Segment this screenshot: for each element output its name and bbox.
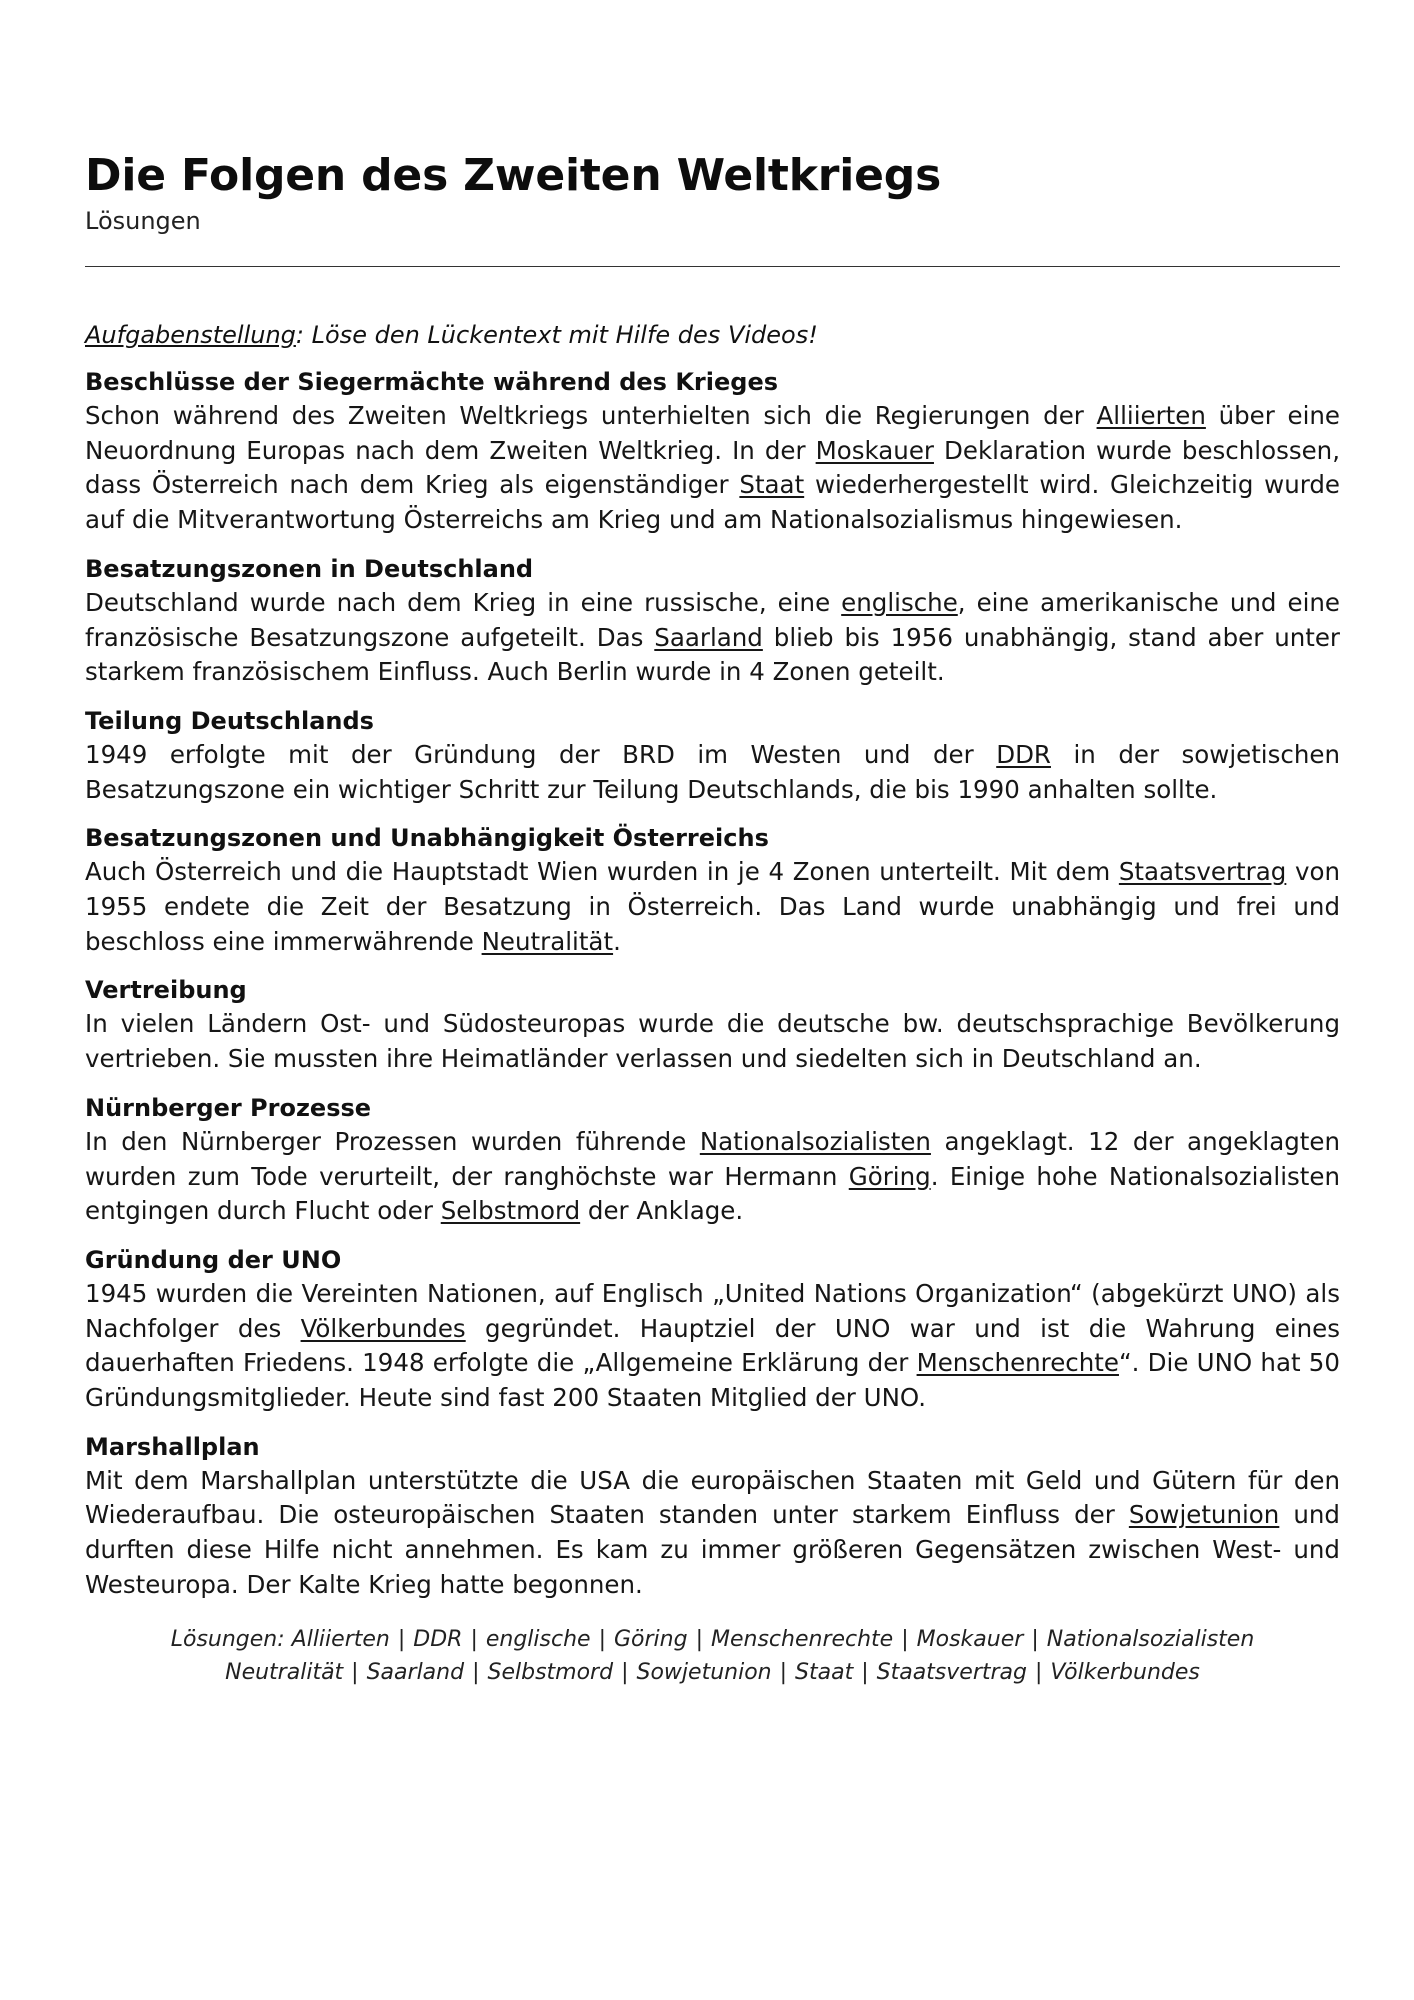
solutions-separator: | — [1034, 1659, 1043, 1685]
text-run: blieb bis 1956 unabhängig, stand aber unter starkem französischem Einfluss. Auch Berlin wurde in 4 Zonen geteilt. — [85, 622, 1341, 687]
solutions-separator: | — [351, 1659, 359, 1685]
solutions-separator: | — [861, 1659, 869, 1685]
text-run: Mit dem Marshallplan unterstützte die USA die europäischen Staaten mit Geld und Gütern für den Wiederaufbau. Die osteuropäischen Staaten standen unter starkem Einfluss der — [85, 1465, 1340, 1530]
solution-word: Göring — [614, 1626, 688, 1652]
solution-word: Saarland — [366, 1659, 465, 1685]
text-run: Schon während des Zweiten Weltkriegs unterhielten sich die Regierungen der — [85, 401, 1097, 430]
filled-gap: Nationalsozialisten — [699, 1126, 931, 1156]
solution-word: Neutralität — [225, 1659, 344, 1685]
solution-word: Sowjetunion — [636, 1659, 772, 1685]
text-run: , eine amerikanische und eine französische Besatzungszone aufgeteilt. Das — [85, 587, 1340, 652]
section-text — [85, 1277, 1340, 1416]
worksheet-page — [85, 148, 1340, 1689]
task-label: Aufgabenstellung — [85, 321, 296, 349]
filled-gap: Menschenrechte — [916, 1348, 1119, 1378]
text-run: von 1955 endete die Zeit der Besatzung in Österreich. Das Land wurde unabhängig und frei und beschloss eine immerwährende — [85, 857, 1340, 956]
text-run: in der sowjetischen Besatzungszone ein wichtiger Schritt zur Teilung Deutschlands, die bis 1990 anhalten sollte. — [85, 739, 1340, 804]
solutions-line-2 — [85, 1656, 1340, 1689]
section — [85, 973, 1340, 1076]
filled-gap: Staatsvertrag — [1118, 857, 1287, 887]
text-run: 1949 erfolgte mit der Gründung der BRD im Westen und der — [85, 739, 997, 769]
solutions-separator: | — [901, 1626, 909, 1652]
section — [85, 1091, 1340, 1229]
section-text — [85, 1464, 1340, 1603]
filled-gap: Völkerbundes — [300, 1313, 466, 1343]
section-text — [85, 586, 1340, 690]
solutions-separator: | — [695, 1626, 703, 1652]
sections-container — [85, 365, 1340, 1603]
text-run: über eine Neuordnung Europas nach dem Zweiten Weltkrieg. In der — [85, 401, 1340, 465]
text-run: In vielen Ländern Ost- und Südosteuropas wurde die deutsche bw. deutschsprachige Bevölkerung vertrieben. Sie mussten ihre Heimatländer verlassen und siedelten sich in Deutschland an. — [85, 1009, 1340, 1074]
text-run: der Anklage. — [580, 1196, 744, 1226]
filled-gap: Staat — [739, 470, 805, 500]
section-heading: Beschlüsse der Siegermächte während des Krieges — [85, 368, 778, 396]
section-heading: Gründung der UNO — [85, 1245, 342, 1274]
page-subtitle: Lösungen — [85, 207, 201, 235]
solutions-separator: | — [470, 1626, 478, 1652]
text-run: Deutschland wurde nach dem Krieg in eine russische, eine — [85, 587, 842, 617]
filled-gap: Göring — [848, 1161, 931, 1191]
header-divider — [85, 266, 1340, 267]
solutions-separator: | — [621, 1659, 629, 1685]
filled-gap: englische — [841, 587, 958, 617]
filled-gap: Sowjetunion — [1128, 1500, 1280, 1530]
section-heading: Besatzungszonen in Deutschland — [85, 554, 534, 583]
solution-word: Moskauer — [916, 1626, 1024, 1652]
solution-word: DDR — [413, 1626, 463, 1652]
text-run: . — [613, 926, 621, 956]
section — [85, 1430, 1340, 1603]
task-instruction — [85, 319, 1340, 351]
solutions-line-1 — [85, 1623, 1340, 1656]
section-heading: Marshallplan — [85, 1432, 260, 1461]
solutions-box — [85, 1623, 1340, 1689]
section-text — [85, 399, 1340, 538]
text-run: Auch Österreich und die Hauptstadt Wien wurden in je 4 Zonen unterteilt. Mit dem — [85, 857, 1119, 887]
solutions-separator: | — [397, 1626, 406, 1652]
section-heading: Teilung Deutschlands — [85, 706, 374, 735]
solution-word: Völkerbundes — [1050, 1659, 1200, 1685]
solution-word: Alliierten — [291, 1626, 390, 1652]
task-colon: : — [295, 321, 304, 349]
section-text — [85, 738, 1340, 807]
section-text — [85, 1125, 1340, 1229]
solutions-separator: | — [779, 1659, 788, 1685]
section-heading: Nürnberger Prozesse — [85, 1093, 372, 1122]
text-run: In den Nürnberger Prozessen wurden führende — [85, 1126, 700, 1156]
task-text: Löse den Lückentext mit Hilfe des Videos! — [304, 321, 818, 349]
filled-gap: Alliierten — [1096, 401, 1206, 430]
text-run: Deklaration wurde beschlossen, dass Österreich nach dem Krieg als eigenständiger — [85, 435, 1341, 500]
section — [85, 704, 1340, 807]
text-run: und durften diese Hilfe nicht annehmen. Es kam zu immer größeren Gegensätzen zwischen West- und Westeuropa. Der Kalte Krieg hatte begonnen. — [85, 1500, 1340, 1599]
text-run: “. Die UNO hat 50 Gründungsmitglieder. Heute sind fast 200 Staaten Mitglied der UNO. — [85, 1348, 1340, 1413]
solution-word: englische — [485, 1626, 591, 1652]
section-text — [85, 1007, 1340, 1076]
section — [85, 1243, 1340, 1416]
text-run: gegründet. Hauptziel der UNO war und ist die Wahrung eines dauerhaften Friedens. 1948 erfolgte die „Allgemeine Erklärung der — [85, 1313, 1340, 1378]
solution-word: Staat — [795, 1659, 854, 1685]
section — [85, 552, 1340, 690]
text-run: wiederhergestellt wird. Gleichzeitig wurde auf die Mitverantwortung Österreichs am Krieg und am Nationalsozialismus hingewiesen. — [85, 470, 1340, 535]
section — [85, 821, 1340, 959]
section-heading: Vertreibung — [85, 976, 247, 1005]
solution-word: Nationalsozialisten — [1046, 1626, 1255, 1652]
solutions-label: Lösungen: — [170, 1626, 285, 1652]
filled-gap: Saarland — [654, 622, 763, 652]
filled-gap: Neutralität — [481, 926, 614, 956]
solutions-separator: | — [598, 1626, 606, 1652]
filled-gap: DDR — [996, 739, 1051, 769]
text-run: angeklagt. 12 der angeklagten wurden zum Tode verurteilt, der ranghöchste war Hermann — [85, 1126, 1340, 1191]
section — [85, 365, 1340, 538]
solutions-separator: | — [472, 1659, 480, 1685]
solutions-separator: | — [1031, 1626, 1039, 1652]
solution-word: Selbstmord — [487, 1659, 614, 1685]
text-run: . Einige hohe Nationalsozialisten entgingen durch Flucht oder — [85, 1161, 1340, 1226]
page-title: Die Folgen des Zweiten Weltkriegs — [85, 150, 942, 201]
filled-gap: Moskauer — [815, 435, 934, 465]
filled-gap: Selbstmord — [440, 1196, 581, 1226]
solution-word: Staatsvertrag — [876, 1659, 1027, 1685]
section-text — [85, 855, 1340, 959]
section-heading: Besatzungszonen und Unabhängigkeit Österreichs — [85, 824, 769, 853]
solution-word: Menschenrechte — [711, 1626, 894, 1652]
text-run: 1945 wurden die Vereinten Nationen, auf Englisch „United Nations Organization“ (abgekürzt UNO) als Nachfolger des — [85, 1278, 1340, 1343]
